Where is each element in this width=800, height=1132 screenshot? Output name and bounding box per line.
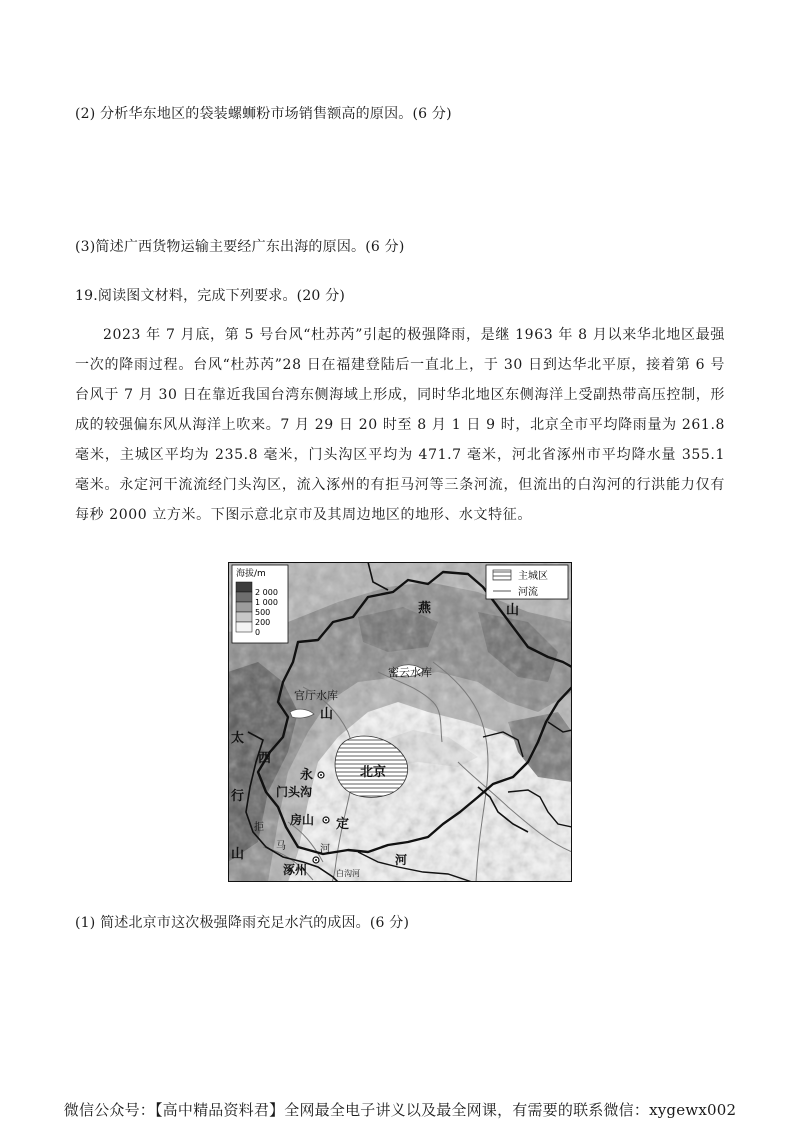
label-fangshan: 房山 [290, 813, 315, 827]
label-shan-taihang: 山 [231, 847, 245, 862]
legend-level-2000: 2 000 [255, 588, 278, 597]
label-yong: 永 [300, 768, 314, 783]
label-ding: 定 [336, 817, 350, 832]
legend-level-0: 0 [255, 628, 261, 637]
symbol-legend [486, 565, 568, 599]
label-mentougou: 门头沟 [276, 785, 313, 799]
label-shan-yan: 山 [506, 603, 520, 618]
label-guanting-reservoir: 官厅水库 [294, 689, 338, 702]
label-hang: 行 [231, 789, 245, 804]
elevation-legend-title: 海拔/m [236, 569, 266, 579]
label-ju: 拒 [254, 822, 264, 833]
question-19: 19.阅读图文材料，完成下列要求。(20 分) [75, 288, 346, 304]
legend-river: 河流 [518, 587, 538, 598]
material-paragraph: 2023 年 7 月底，第 5 号台风“杜苏芮”引起的极强降雨，是继 1963 年 8 月以来华北地区最强一次的降雨过程。台风“杜苏芮”28 日在福建登陆后一直北上，于 30 日到达华北平原，接着第 6 号台风于 7 月 30 日在靠近我国台湾东侧海域上形成，同时华北地区东侧海洋上受副热带高压控制，形成的较强偏东风从海洋上吹来。7 月 29 日 20 时至 8 月 1 日 9 时，北京全市平均降雨量为 261.8 毫米，主城区平均为 235.8 毫米，门头沟区平均为 471.7 毫米，河北省涿州市平均降水量 355.1 毫米。永定河干流流经门头沟区，流入涿州的有拒马河等三条河流，但流出的白沟河的行洪能力仅有每秒 2000 立方米。下图示意北京市及其周边地区的地形、水文特征。 [75, 327, 725, 523]
label-shan-xishan: 山 [320, 707, 334, 722]
legend-level-1000: 1 000 [255, 598, 278, 607]
label-miyun-reservoir: 密云水库 [388, 666, 432, 679]
question-19-1: (1) 简述北京市这次极强降雨充足水汽的成因。(6 分) [75, 915, 410, 931]
question-3: (3)简述广西货物运输主要经广东出海的原因。(6 分) [75, 239, 405, 255]
question-2: (2) 分析华东地区的袋装螺蛳粉市场销售额高的原因。(6 分) [75, 106, 452, 122]
label-xi: 西 [258, 751, 272, 766]
elevation-legend [232, 565, 288, 643]
label-he-juma: 河 [320, 844, 330, 855]
footer-watermark: 微信公众号：【高中精品资料君】全网最全电子讲义以及最全网课，有需要的联系微信：xygewx002 [63, 1101, 737, 1119]
label-zhuozhou: 涿州 [283, 863, 308, 877]
legend-main-city: 主城区 [518, 571, 548, 582]
label-he-yongding: 河 [395, 853, 408, 867]
label-yan: 燕 [418, 601, 432, 616]
label-ma: 马 [276, 841, 286, 852]
beijing-terrain-map [228, 562, 572, 882]
legend-level-200: 200 [255, 618, 271, 627]
legend-level-500: 500 [255, 608, 271, 617]
label-beijing: 北京 [360, 765, 387, 780]
label-baigou-river: 白沟河 [336, 869, 360, 878]
label-tai: 太 [231, 731, 245, 746]
